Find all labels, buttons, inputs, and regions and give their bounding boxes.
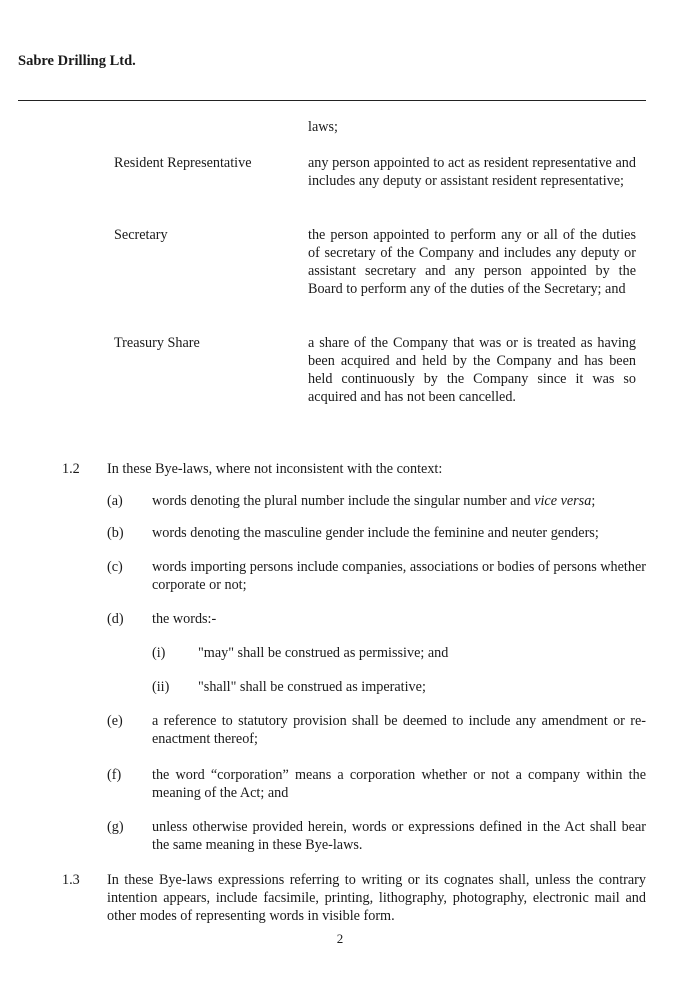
section-number-1-3: 1.3: [62, 872, 80, 888]
item-label-d: (d): [107, 611, 124, 627]
section-1-3-text: In these Bye-laws expressions referring to writing or its cognates shall, unless the contrary intention appears, include facsimile, printing, lithography, photography, electronic mail and other modes of representing words in visible form.: [107, 872, 646, 924]
item-text-c: words importing persons include companies, associations or bodies of persons whether corporate or not;: [152, 559, 646, 593]
definition-term-treasury-share: Treasury Share: [114, 335, 200, 351]
item-label-a: (a): [107, 493, 123, 509]
item-label-e: (e): [107, 713, 123, 729]
item-text-e: a reference to statutory provision shall be deemed to include any amendment or re-enactment thereof;: [152, 713, 646, 747]
definition-text-treasury-share: a share of the Company that was or is treated as having been acquired and held by the Company and has been held continuously by the Company since it was so acquired and has not been cancelled.: [308, 335, 636, 405]
definition-continued-tail: laws;: [308, 119, 338, 135]
subitem-text-i: "may" shall be construed as permissive; and: [198, 645, 449, 661]
subitem-text-ii: "shall" shall be construed as imperative;: [198, 679, 426, 695]
header-rule: [18, 100, 646, 101]
item-text-b: words denoting the masculine gender include the feminine and neuter genders;: [152, 525, 599, 541]
subitem-label-i: (i): [152, 645, 166, 661]
definition-term-secretary: Secretary: [114, 227, 168, 243]
subitem-label-ii: (ii): [152, 679, 170, 695]
section-number-1-2: 1.2: [62, 461, 80, 477]
item-label-c: (c): [107, 559, 123, 575]
item-label-b: (b): [107, 525, 124, 541]
page-number: 2: [336, 931, 344, 946]
definition-text-resident-representative: any person appointed to act as resident representative and includes any deputy or assistant resident representative;: [308, 155, 636, 189]
item-text-g: unless otherwise provided herein, words or expressions defined in the Act shall bear the same meaning in these Bye-laws.: [152, 819, 646, 853]
section-1-2-intro: In these Bye-laws, where not inconsistent with the context:: [107, 461, 443, 477]
item-a-emphasis: vice versa: [534, 493, 592, 509]
item-text-f: the word “corporation” means a corporation whether or not a company within the meaning of the Act; and: [152, 767, 646, 801]
definition-text-secretary: the person appointed to perform any or all of the duties of secretary of the Company and includes any deputy or assistant secretary and any person appointed by the Board to perform any of the duties of the Secretary; and: [308, 227, 636, 297]
item-label-g: (g): [107, 819, 124, 835]
company-name: Sabre Drilling Ltd.: [18, 53, 136, 69]
item-text-a: words denoting the plural number include the singular number and vice versa;: [152, 493, 596, 509]
definition-term-resident-representative: Resident Representative: [114, 155, 252, 171]
item-text-d: the words:-: [152, 611, 217, 627]
item-label-f: (f): [107, 767, 122, 783]
